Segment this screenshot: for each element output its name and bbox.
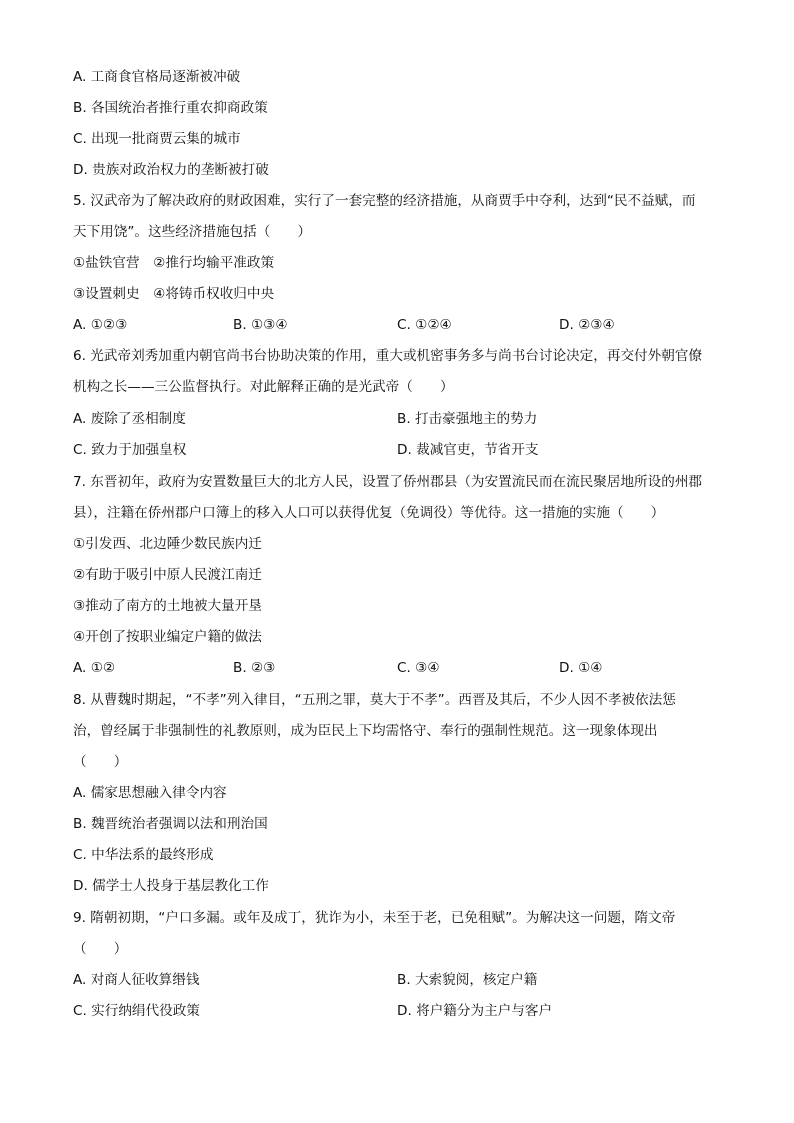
q5-option-a: A. ①②③ (73, 317, 128, 333)
q4-option-a: A. 工商食官格局逐渐被冲破 (73, 69, 241, 85)
q6-option-a: A. 废除了丞相制度 (73, 411, 186, 427)
q7-item-3: ③推动了南方的土地被大量开垦 (73, 598, 262, 614)
q9-stem-line-1: 9. 隋朝初期，“户口多漏。或年及成丁，犹诈为小，未至于老，已免租赋”。为解决这一问题，隋文帝 (73, 910, 676, 926)
q5-stem-line-2: 天下用饶”。这些经济措施包括（ ） (73, 224, 312, 240)
q7-option-c: C. ③④ (397, 660, 440, 676)
q6-option-c: C. 致力于加强皇权 (73, 442, 187, 458)
q7-stem-line-2: 县），注籍在侨州郡户口簿上的移入人口可以获得优复（免调役）等优待。这一措施的实施（ ） (73, 505, 665, 521)
q9-option-b: B. 大索貌阅，核定户籍 (397, 972, 538, 988)
q7-stem-line-1: 7. 东晋初年，政府为安置数量巨大的北方人民，设置了侨州郡县（为安置流民而在流民聚居地所设的州郡 (73, 474, 703, 490)
q5-item-1: ①盐铁官营 ②推行均输平准政策 (73, 255, 275, 271)
q8-stem-line-2: 治，曾经属于非强制性的礼教原则，成为臣民上下均需恪守、奉行的强制性规范。这一现象体现出 (73, 723, 658, 739)
q9-answer-blank: （ ） (73, 941, 128, 957)
q8-answer-blank: （ ） (73, 754, 128, 770)
q7-item-2: ②有助于吸引中原人民渡江南迁 (73, 567, 262, 583)
q5-stem-line-1: 5. 汉武帝为了解决政府的财政困难，实行了一套完整的经济措施，从商贾手中夺利，达到“民不益赋，而 (73, 193, 696, 209)
q6-option-d: D. 裁减官吏，节省开支 (397, 442, 539, 458)
q7-option-b: B. ②③ (233, 660, 276, 676)
q8-option-a: A. 儒家思想融入律令内容 (73, 785, 227, 801)
q4-option-d: D. 贵族对政治权力的垄断被打破 (73, 162, 269, 178)
q7-item-4: ④开创了按职业编定户籍的做法 (73, 629, 262, 645)
q8-stem-line-1: 8. 从曹魏时期起，“不孝”列入律目，“五刑之罪，莫大于不孝”。西晋及其后，不少人因不孝被依法惩 (73, 692, 676, 708)
q4-option-b: B. 各国统治者推行重农抑商政策 (73, 100, 268, 116)
q5-option-d: D. ②③④ (559, 317, 615, 333)
q8-option-c: C. 中华法系的最终形成 (73, 847, 214, 863)
q7-option-a: A. ①② (73, 660, 116, 676)
q6-stem-line-2: 机构之长——三公监督执行。对此解释正确的是光武帝（ ） (73, 379, 454, 395)
q7-item-1: ①引发西、北边陲少数民族内迁 (73, 536, 262, 552)
q9-option-d: D. 将户籍分为主户与客户 (397, 1003, 553, 1019)
q5-option-b: B. ①③④ (233, 317, 288, 333)
q8-option-b: B. 魏晋统治者强调以法和刑治国 (73, 816, 268, 832)
q9-option-a: A. 对商人征收算缗钱 (73, 972, 200, 988)
q6-option-b: B. 打击豪强地主的势力 (397, 411, 538, 427)
q8-option-d: D. 儒学士人投身于基层教化工作 (73, 878, 269, 894)
q5-item-2: ③设置刺史 ④将铸币权收归中央 (73, 286, 275, 302)
q9-option-c: C. 实行纳绢代役政策 (73, 1003, 200, 1019)
q6-stem-line-1: 6. 光武帝刘秀加重内朝官尚书台协助决策的作用，重大或机密事务多与尚书台讨论决定，再交付外朝官僚 (73, 348, 703, 364)
q7-option-d: D. ①④ (559, 660, 603, 676)
q5-option-c: C. ①②④ (397, 317, 452, 333)
q4-option-c: C. 出现一批商贾云集的城市 (73, 131, 241, 147)
